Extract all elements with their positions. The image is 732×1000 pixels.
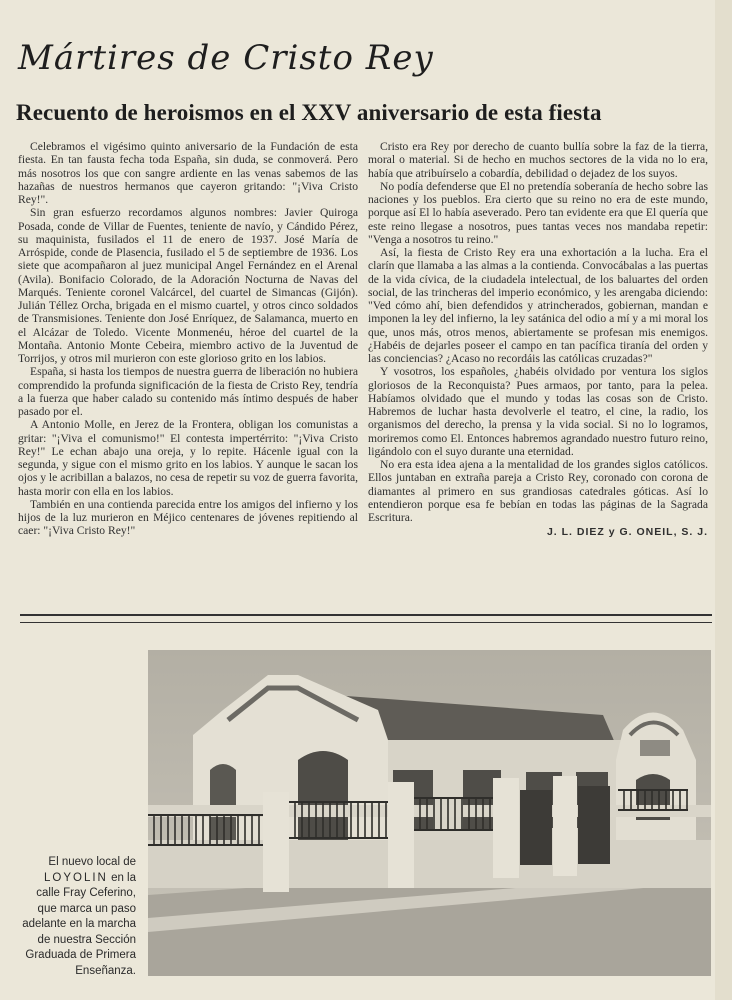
article-paragraph: Sin gran esfuerzo recordamos algunos nombres: Javier Quiroga Posada, conde de Villar de Fuentes, teniente de navío, y Cándido Pérez, su maquinista, fusilados el 11 de enero de 1937. José María de Arróspide, conde de Plasencia, fusilado el 5 de septiembre de 1936. Los siete que acompañaron al juez municipal Angel Fernández en el Arenal (Avila). Bonifacio Colorado, de la Adoración Nocturna de Navas del Marqués. Teniente coronel Valcárcel, del cuartel de Simancas (Gijón). Julián Téllez Orcha, brigada en el mismo cuartel, y otros cinco soldados de Transmisiones. Teniente don José Enríquez, de Salamanca, muerto en el Alcázar de Toledo. Vicente Monmenéu, héroe del cuartel de la Montaña. Antonio Monte Cebeira, miembro activo de la Juventud de Torrijos, y otros mil murieron con este glorioso grito en los labios. bbox=[18, 206, 358, 365]
page-margin bbox=[715, 0, 732, 1000]
photo-caption bbox=[18, 855, 136, 979]
building-photo bbox=[148, 650, 711, 976]
article-column-left bbox=[18, 140, 358, 538]
article-signature: J. L. DIEZ y G. ONEIL, S. J. bbox=[546, 526, 708, 539]
caption-text: en la calle Fray Ceferino, que marca un paso adelante en la marcha de nuestra Sección Graduada de Primera Enseñanza. bbox=[22, 871, 136, 977]
article-paragraph: Y vosotros, los españoles, ¿habéis olvidado por ventura los siglos gloriosos de la Reconquista? Pues armaos, por tanto, para la pelea. Habíamos olvidado que el mundo y todas las cosas son de Cristo. Habremos de luchar hasta devolverle el teatro, el cine, la radio, los organismos del derecho, la prensa y la vida social. Si no lo logramos, moriremos como El. Entonces habremos agrandado nuestro futuro reino, ligándolo con el suyo durante una eternidad. bbox=[368, 365, 708, 458]
page-title: Mártires de Cristo Rey bbox=[18, 38, 434, 78]
article-paragraph: No era esta idea ajena a la mentalidad de los grandes siglos católicos. Ellos juntaban en extraña pareja a Cristo Rey, coronado con corona de diamantes al primero en sus grandiosas catedrales góticas. Así lo entendieron porque esa fe bebían en todas las páginas de la Sagrada Escritura. bbox=[368, 458, 708, 524]
article-subtitle: Recuento de heroismos en el XXV aniversario de esta fiesta bbox=[16, 100, 602, 125]
building-illustration bbox=[148, 650, 711, 976]
article-paragraph: España, si hasta los tiempos de nuestra guerra de liberación no hubiera comprendido la profunda significación de la fiesta de Cristo Rey, tendría a la fuerza que haber calado su contenido más íntimo después de haber pasado por el. bbox=[18, 365, 358, 418]
article-paragraph: No podía defenderse que El no pretendía soberanía de hecho sobre las naciones y los pueblos. Era cierto que su reino no era de este mundo, porque así El lo había aseverado. Pero tan evidente era que El quería que este reino llegase a nosotros, pues tantas veces nos mandaba repetir: "Venga a nosotros tu reino." bbox=[368, 179, 708, 246]
caption-text: El nuevo local de bbox=[48, 856, 136, 868]
article-paragraph: A Antonio Molle, en Jerez de la Frontera, obligan los comunistas a gritar: "¡Viva el comunismo!" El contesta impertérrito: "¡Viva Cristo Rey!" Le echan abajo una oreja, y lo repite. Hácenle igual con la segunda, y sigue con el mismo grito en los labios. Y aunque le sacan los ojos y le acribillan a balazos, no cesa de repetir su voz de guerra favorita, hasta morir con ella en los labios. bbox=[18, 418, 358, 498]
article-column-right bbox=[368, 140, 708, 540]
article-paragraph: Así, la fiesta de Cristo Rey era una exhortación a la lucha. Era el clarín que llamaba a las almas a la contienda. Convocábalas a las puertas de la vida cívica, de la ciudadela intelectual, de los baluartes del orden social, de las trincheras del imperio económico, y les arengaba diciendo: "Ved cómo ahí, bien defendidos y atrincherados, gobiernan, mandan e imponen la ley del infierno, la ley satánica del odio a mí y a mi moral los que, unos más, otros menos, abiertamente se profesan mis enemigos. ¿Habéis de dejarles poseer el campo en tan pacífica tiranía del orden y las conciencias? ¿Acaso no recordáis las católicas cruzadas?" bbox=[368, 246, 708, 365]
article-paragraph: Cristo era Rey por derecho de cuanto bullía sobre la faz de la tierra, moral o material. Si de hecho en muchos sectores de la vida no lo era, había que atribuírselo a cobardía, debilidad o dejadez de los suyos. bbox=[368, 140, 708, 180]
article-paragraph: También en una contienda parecida entre los amigos del infierno y los hijos de la luz murieron en Méjico centenares de jóvenes repitiendo al caer: "¡Viva Cristo Rey!" bbox=[18, 497, 358, 538]
caption-place: LOYOLIN bbox=[44, 871, 108, 884]
article-paragraph: Celebramos el vigésimo quinto aniversario de la Fundación de esta fiesta. En tan fausta fecha toda España, sin duda, se conmoverá. Pero más nosotros los que con sangre ardiente en las venas sabemos de las hazañas de nuestros hermanos que cayeron gritando: "¡Viva Cristo Rey!". bbox=[18, 140, 358, 206]
section-divider bbox=[20, 614, 712, 623]
